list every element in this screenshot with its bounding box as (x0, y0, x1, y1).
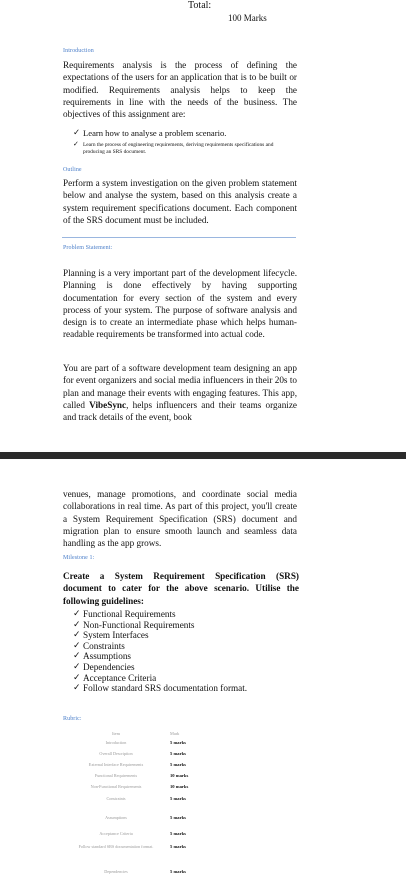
problem-paragraph-2-continued: venues, manage promotions, and coordinate social media collaborations in real time. As part of this project, you'll create a System Requirement Specification (SRS) document and migration plan to ensure smooth launch and seamless data handling as the app grows. (63, 489, 297, 549)
outline-body: Perform a system investigation on the given problem statement below and analyse the system, based on this analysis create a system requirement specifications document. Each component of the SRS document must be included. (63, 178, 297, 225)
guideline-item: ✓ Non-Functional Requirements (73, 619, 195, 630)
rubric-col-item: Item (112, 731, 120, 736)
checkmark-icon: ✓ (73, 640, 81, 651)
total-marks: 100 Marks (228, 13, 267, 23)
table-row: Non-Functional Requirements 10 marks (90, 784, 189, 789)
problem-heading: Problem Statement: (63, 245, 113, 251)
checkmark-icon: ✓ (73, 619, 81, 630)
checkmark-icon: ✓ (73, 651, 81, 662)
guideline-item: ✓ Follow standard SRS documentation format. (73, 683, 248, 694)
guideline-item: ✓ System Interfaces (73, 630, 149, 641)
objective-item: ✓ Learn how to analyse a problem scenario. (73, 128, 227, 138)
table-row: External Interface Requirements 5 marks (88, 762, 186, 767)
table-row: Constraints 5 marks (106, 796, 186, 801)
objective-list (73, 128, 226, 139)
checkmark-icon: ✓ (73, 672, 81, 683)
rubric-col-mark: Mark (170, 731, 180, 736)
table-row: Follow standard SRS documentation format. 5 marks (78, 844, 186, 849)
table-row: Introduction 5 marks (105, 740, 186, 745)
guideline-item: ✓ Functional Requirements (73, 609, 176, 619)
checkmark-icon: ✓ (73, 128, 81, 138)
guideline-item: ✓ Acceptance Criteria (73, 672, 157, 683)
rubric-heading: Rubric: (63, 716, 82, 722)
checkmark-icon: ✓ (73, 683, 81, 694)
table-row: Assumptions 5 marks (105, 815, 186, 820)
objective-item: ✓ Learn the process of engineering requirements, deriving requirements specifications and producing an SRS document. (73, 140, 274, 155)
table-row: Acceptance Criteria 5 marks (99, 831, 186, 836)
checkmark-icon: ✓ (73, 140, 79, 148)
table-row: Overall Description 5 marks (99, 751, 186, 756)
page-separator (0, 452, 406, 459)
total-label: Total: (188, 0, 212, 11)
section-divider (62, 237, 296, 238)
app-name: VibeSync (89, 399, 127, 410)
checkmark-icon: ✓ (73, 630, 81, 641)
guideline-item: ✓ Dependencies (73, 661, 135, 672)
milestone-task: Create a System Requirement Specification (SRS) document to cater for the above scenario. Utilise the following guidelines: (63, 571, 299, 606)
outline-heading: Outline (63, 167, 82, 173)
problem-paragraph-2: You are part of a software development team designing an app for event organizers and social media influencers in their 20s to plan and manage their events with engaging features. This app, called VibeSync, helps influencers and their teams organize and track details of the event, book (63, 363, 297, 423)
objective-list-2 (73, 142, 283, 156)
checkmark-icon: ✓ (73, 609, 81, 619)
introduction-body: Requirements analysis is the process of defining the expectations of the users for an application that is to be built or modified. Requirements analysis helps to keep the requirements in line with the needs of the business. The objectives of this assignment are: (63, 60, 297, 120)
checkmark-icon: ✓ (73, 661, 81, 672)
guideline-item: ✓ Assumptions (73, 651, 131, 662)
table-row: Functional Requirements 10 marks (94, 773, 189, 778)
rubric-header-row (62, 731, 228, 740)
table-row: Dependencies 5 marks (104, 869, 186, 874)
rubric-table (62, 731, 228, 879)
problem-paragraph-1: Planning is a very important part of the development lifecycle. Planning is done effectively by having supporting documentation for every section of the system and every process of your system. The purpose of software analysis and design is to create an intermediate phase which helps human-readable requirements be transformed into actual code. (63, 268, 297, 340)
introduction-heading: Introduction (63, 48, 94, 54)
guideline-item: ✓ Constraints (73, 640, 125, 651)
milestone-heading: Milestone 1: (63, 555, 95, 561)
guideline-list (73, 609, 247, 694)
